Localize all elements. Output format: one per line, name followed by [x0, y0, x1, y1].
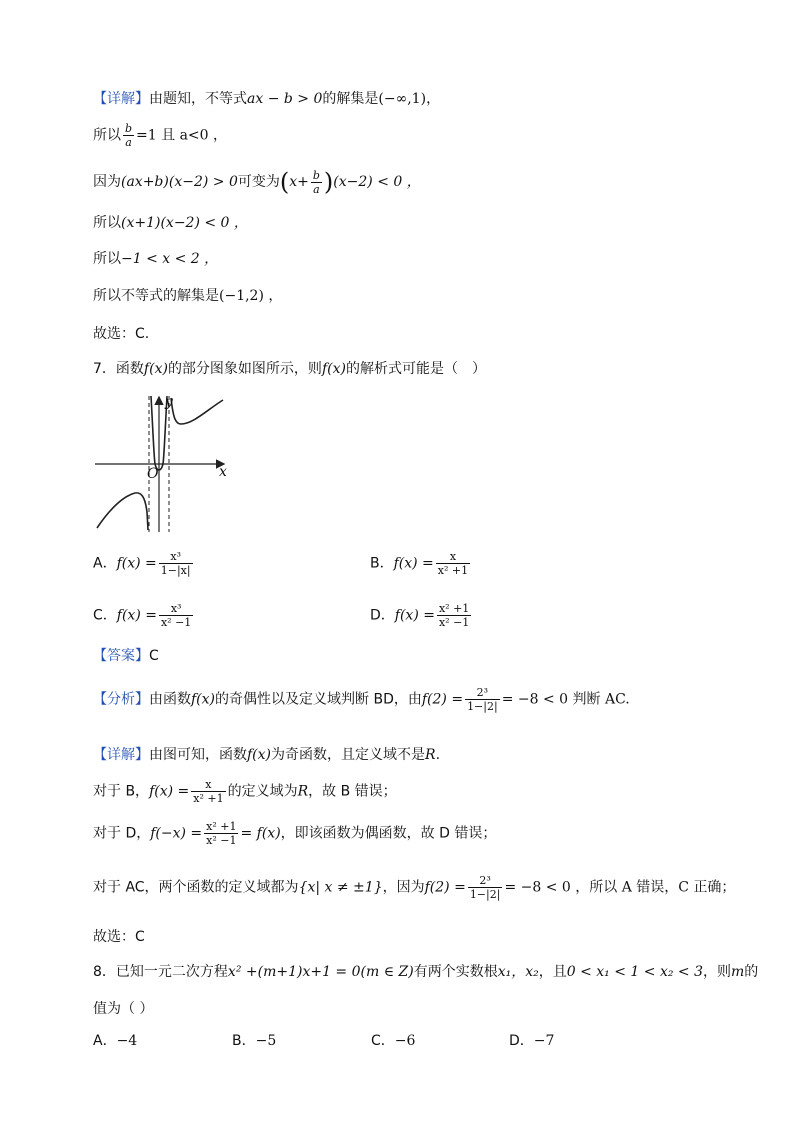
- expression: f(−x) =: [150, 825, 203, 842]
- option-fraction: $\frac{\text{x² +1}}{\text{x² −1}}$: [438, 602, 470, 629]
- text: 的解析式可能是（ ）: [345, 361, 486, 377]
- option-letter: A．: [93, 555, 117, 572]
- q8-option-c[interactable]: [371, 1030, 415, 1050]
- q8-option-a[interactable]: [93, 1030, 137, 1050]
- text: ，则: [703, 964, 731, 980]
- curve-right-branch: [171, 398, 223, 424]
- text: 由函数: [149, 691, 191, 708]
- text: = −8 < 0 判断 AC.: [501, 691, 630, 708]
- text: 对于 AC，两个函数的定义域都为: [93, 879, 299, 896]
- option-letter: D．: [370, 607, 395, 624]
- fraction-b-over-a: $\frac{b}{a}$: [125, 122, 133, 149]
- q7-detail: [93, 744, 440, 764]
- text: 由图可知，函数: [149, 747, 247, 763]
- q7-stem: [93, 358, 486, 378]
- function-symbol: f(x): [143, 361, 168, 377]
- text: 的: [744, 964, 759, 980]
- condition: =1 且 a<0 ，: [136, 127, 228, 144]
- text: ，故 B 错误；: [308, 783, 397, 800]
- text: ，且: [538, 964, 567, 980]
- text: 所以: [93, 215, 121, 231]
- punct: .: [435, 747, 441, 763]
- punct: ，: [426, 91, 441, 107]
- f2-fraction: $\frac{\text{2³}}{1-|2|}$: [469, 874, 501, 901]
- detail-line-4: [93, 212, 248, 232]
- y-label: y: [165, 394, 173, 410]
- text: 有两个实数根: [413, 964, 498, 980]
- text: 为奇函数，且定义域不是: [271, 747, 426, 763]
- text: 可变为: [237, 174, 280, 190]
- x-label: x: [219, 464, 227, 480]
- option-letter: A．: [93, 1033, 117, 1049]
- expression: (−1,2) ，: [219, 288, 283, 304]
- f2-lhs: f(2) =: [424, 879, 466, 896]
- fraction: $\frac{\text{x² +1}}{\text{x² −1}}$: [206, 820, 237, 847]
- text: 的定义域为: [227, 783, 298, 800]
- detail-line-3: [93, 168, 421, 196]
- option-lhs: f(x) =: [116, 555, 157, 572]
- option-fraction: $\frac{\text{x³}}{1-|x|}$: [160, 550, 191, 577]
- text: 对于 B，: [93, 783, 150, 800]
- text: 7．函数: [93, 361, 144, 377]
- text: 所以: [93, 127, 121, 144]
- choose-line: 故选：C.: [93, 326, 150, 342]
- answer-tag: 【答案】: [93, 648, 149, 664]
- roots: x₁，x₂: [497, 964, 539, 980]
- option-letter: C．: [93, 607, 117, 624]
- f2-lhs: f(2) =: [421, 691, 464, 708]
- option-letter: B．: [370, 555, 394, 572]
- q7-option-c[interactable]: [93, 602, 195, 629]
- q8-option-b[interactable]: [232, 1030, 276, 1050]
- q8-option-d[interactable]: [509, 1030, 554, 1050]
- paren-left: (: [279, 168, 290, 196]
- q7-analysis: [93, 686, 630, 713]
- option-lhs: f(x) =: [394, 607, 435, 624]
- expression: −1 < x < 2 ，: [121, 251, 219, 267]
- origin-label: O: [147, 466, 159, 482]
- function-graph: [95, 392, 235, 534]
- text: = −8 < 0 ，所以 A 错误，C 正确；: [504, 879, 736, 896]
- detail-line-1: [93, 88, 440, 108]
- variable: m: [731, 964, 745, 980]
- option-letter: B．: [232, 1033, 256, 1049]
- option-lhs: f(x) =: [116, 607, 157, 624]
- domain-set: {x| x ≠ ±1}: [298, 879, 383, 896]
- expression: x+: [289, 174, 309, 190]
- q7-for-d: [93, 820, 496, 847]
- expression: (x−2) < 0 ，: [333, 174, 421, 190]
- text: 因为: [93, 174, 121, 190]
- text: 所以不等式的解集是: [93, 288, 219, 304]
- equation: x² +(m+1)x+1 = 0(m ∈ Z): [227, 964, 414, 980]
- q8-stem-1: [93, 961, 758, 981]
- detail-line-6: [93, 285, 282, 305]
- paren-right: ): [323, 168, 334, 196]
- text: ，即该函数为偶函数，故 D 错误；: [280, 825, 497, 842]
- option-letter: C．: [371, 1033, 395, 1049]
- q8-stem-2: 值为（ ）: [93, 1001, 154, 1017]
- f2-fraction: $\frac{\text{2³}}{1-|2|}$: [467, 686, 498, 713]
- option-value: −6: [394, 1033, 416, 1049]
- option-lhs: f(x) =: [393, 555, 434, 572]
- detail-line-2: [93, 122, 227, 149]
- real-set: R: [297, 783, 309, 800]
- expression: (ax+b)(x−2) > 0: [121, 174, 238, 190]
- analysis-tag: 【分析】: [93, 691, 149, 708]
- detail-tag: 【详解】: [93, 91, 149, 107]
- q7-for-b: [93, 778, 397, 805]
- q7-for-ac: [93, 874, 735, 901]
- solution-set: (−∞,1): [378, 91, 427, 107]
- expression: (x+1)(x−2) < 0 ，: [121, 215, 248, 231]
- function-symbol: f(x): [191, 691, 216, 708]
- text: ，因为: [382, 879, 425, 896]
- option-letter: D．: [509, 1033, 534, 1049]
- text: 所以: [93, 251, 121, 267]
- q7-answer: [93, 645, 159, 665]
- answer-value: C: [149, 648, 159, 664]
- function-symbol: f(x): [321, 361, 346, 377]
- q7-option-a[interactable]: [93, 550, 195, 577]
- option-lhs: f(x) =: [149, 783, 190, 800]
- option-value: −4: [116, 1033, 138, 1049]
- text: 8．已知一元二次方程: [93, 964, 228, 980]
- expression: = f(x): [240, 825, 281, 842]
- option-value: −5: [255, 1033, 277, 1049]
- detail-text: 的解集是: [322, 91, 379, 107]
- condition: 0 < x₁ < 1 < x₂ < 3: [566, 964, 703, 980]
- detail-tag: 【详解】: [93, 747, 149, 763]
- option-value: −7: [533, 1033, 555, 1049]
- inequality: ax − b > 0: [247, 91, 323, 107]
- fraction: $\frac{x}{\text{x² +1}}$: [193, 778, 224, 805]
- real-set: R: [425, 747, 436, 763]
- text: 的部分图象如图所示，则: [167, 361, 322, 377]
- detail-text: 由题知，不等式: [149, 91, 247, 107]
- curve-left-branch: [97, 493, 148, 530]
- option-fraction: $\frac{x}{\text{x² +1}}$: [437, 550, 469, 577]
- option-fraction: $\frac{\text{x³}}{\text{x² −1}}$: [160, 602, 192, 629]
- q7-option-b[interactable]: [370, 550, 472, 577]
- text: 对于 D，: [93, 825, 151, 842]
- function-symbol: f(x): [247, 747, 272, 763]
- text: 的奇偶性以及定义域判断 BD，由: [215, 691, 422, 708]
- q7-choose: 故选：C: [93, 929, 145, 945]
- q7-option-d[interactable]: [370, 602, 473, 629]
- detail-line-5: [93, 248, 218, 268]
- fraction-b-over-a: $\frac{b}{a}$: [312, 168, 320, 196]
